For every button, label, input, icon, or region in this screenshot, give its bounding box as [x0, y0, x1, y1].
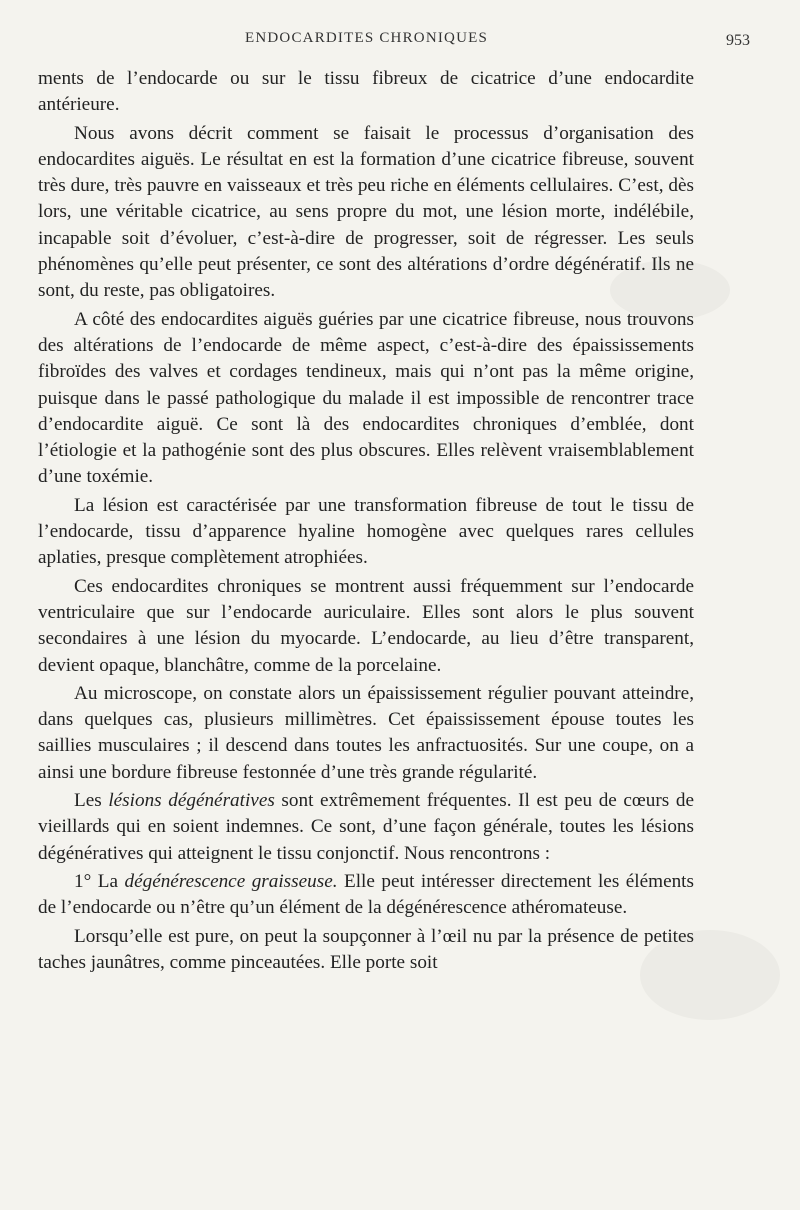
running-head	[38, 24, 750, 52]
paragraph	[38, 307, 694, 491]
text-run: Les	[74, 790, 109, 812]
text-run: Au microscope, on constate alors un épaississement régulier pouvant atteindre, dans quelques cas, plusieurs millimètres. Cet épaississement épouse toutes les saillies musculaires ; il descend dans toutes les anfractuosités. Sur une coupe, on a ainsi une bordure fibreuse festonnée d’une très grande régularité.	[38, 682, 694, 783]
text-run: Lorsqu’elle est pure, on peut la soupçonner à l’œil nu par la présence de petites taches jaunâtres, comme pinceautées. Elle porte soit	[38, 925, 694, 973]
running-title: ENDOCARDITES CHRONIQUES	[245, 30, 489, 46]
italic-term: lésions dégénératives	[108, 790, 275, 812]
body-text	[38, 66, 694, 976]
paragraph	[38, 869, 694, 922]
paragraph	[38, 924, 694, 977]
text-run: ments de l’endocarde ou sur le tissu fibreux de cicatrice d’une endocardite antérieure.	[38, 68, 694, 116]
paragraph	[38, 574, 694, 679]
text-run: Nous avons décrit comment se faisait le processus d’organisation des endocardites aiguës. Le résultat en est la formation d’une cicatrice fibreuse, souvent très dure, très pauvre en vaisseaux et très peu riche en éléments cellulaires. C’est, dès lors, une véritable cicatrice, au sens propre du mot, une lésion morte, indélébile, incapable soit d’évoluer, c’est-à-dire de progresser, soit de régresser. Les seuls phénomènes qu’elle peut présenter, ce sont des altérations d’ordre dégénératif. Ils ne sont, du reste, pas obligatoires.	[38, 122, 694, 302]
page-number: 953	[726, 32, 750, 49]
paragraph	[38, 681, 694, 786]
paragraph	[38, 493, 694, 572]
text-run: A côté des endocardites aiguës guéries par une cicatrice fibreuse, nous trouvons des altérations de l’endocarde de même aspect, c’est-à-dire des épaississements fibroïdes des valves et cordages tendineux, mais qui n’ont pas la même origine, puisque dans le passé pathologique du malade il est impossible de rencontrer trace d’endocardite aiguë. Ce sont là des endocardites chroniques d’emblée, dont l’étiologie et la pathogénie sont des plus obscures. Elles relèvent vraisemblablement d’une toxémie.	[38, 308, 694, 488]
text-run: sont extrêmement fréquentes. Il est peu de cœurs de vieillards qui en soient indemnes. Ce sont, d’une façon générale, toutes les lésions dégénératives qui atteignent le tissu conjonctif. Nous rencontrons :	[38, 790, 694, 864]
paragraph	[38, 788, 694, 867]
text-run: Elle peut intéresser directement les éléments de l’endocarde ou n’être qu’un élément de la dégénérescence athéromateuse.	[38, 870, 694, 919]
text-run: 1° La	[74, 870, 125, 892]
paragraph	[38, 66, 694, 119]
italic-term: dégénérescence graisseuse.	[124, 870, 338, 892]
text-run: Ces endocardites chroniques se montrent aussi fréquemment sur l’endocarde ventriculaire que sur l’endocarde auriculaire. Elles sont alors le plus souvent secondaires à une lésion du myocarde. L’endocarde, au lieu d’être transparent, devient opaque, blanchâtre, comme de la porcelaine.	[38, 575, 694, 676]
paragraph	[38, 121, 694, 305]
text-run: La lésion est caractérisée par une transformation fibreuse de tout le tissu de l’endocarde, tissu d’apparence hyaline homogène avec quelques rares cellules aplaties, presque complètement atrophiées.	[38, 494, 694, 569]
